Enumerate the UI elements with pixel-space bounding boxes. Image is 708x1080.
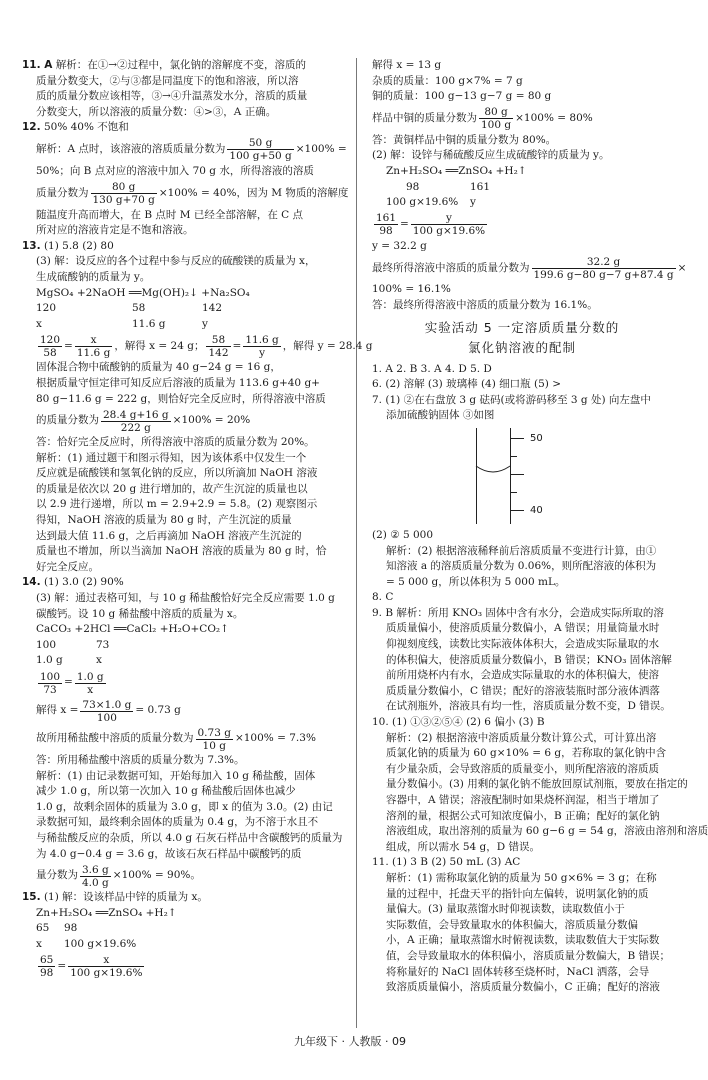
q15-text: 最终所得溶液中溶质的质量分数为: [372, 261, 530, 274]
q14-text: 量分数为: [36, 869, 78, 882]
ratio-value: y: [202, 317, 208, 330]
q15-block: [22, 890, 344, 980]
answer-8: 8. C: [372, 591, 394, 604]
equation-ratio-row: [22, 301, 344, 317]
q13-text: 生成硫酸钠的质量为 y。: [36, 270, 151, 283]
fraction-numerator: 28.4 g+16 g: [103, 408, 169, 421]
fraction-numerator: 80 g: [479, 106, 513, 119]
q14-text: 为 4.0 g−0.4 g = 3.6 g，故该石灰石样品中碳酸钙的质: [36, 847, 302, 860]
q15-text: 答：黄铜样品中铜的质量分数为 80%。: [372, 133, 557, 146]
q11-line-4: 分数变大，所以溶液的质量分数：④>③，A 正确。: [36, 105, 277, 118]
fraction-numerator: x: [68, 954, 144, 967]
fraction: [38, 334, 62, 359]
proportion-row: $\frac{100}{73}$ = $\frac{1.0 g}{x}$: [40, 670, 104, 696]
cylinder-label-40: 40: [530, 504, 543, 516]
ratio-value: 73: [96, 638, 110, 651]
fraction-denominator: 98: [379, 225, 393, 238]
ratio-value: 65: [36, 922, 50, 935]
fraction: [80, 864, 111, 889]
answer-7: 知溶液 a 的溶质质量分数为 0.06%，则所配溶液的体积为: [386, 560, 657, 573]
ratio-value: 100 g×19.6%: [64, 937, 137, 950]
fraction: [91, 181, 157, 206]
chemical-equation: Zn+H₂SO₄ ══ZnSO₄ +H₂↑: [36, 906, 177, 919]
fraction-denominator: 73: [43, 683, 57, 696]
fraction-denominator: 4.0 g: [82, 876, 109, 889]
q12-number: 12.: [22, 121, 41, 134]
left-column: [22, 58, 373, 981]
fraction-denominator: 199.6 g−80 g−7 g+87.4 g: [533, 268, 674, 281]
q11-line-1: 解析：在①→②过程中，氯化钠的溶解度不变，溶质的: [52, 59, 307, 71]
q13-text: ，解得 y = 28.4 g: [282, 339, 373, 352]
q14-text: (3) 解：通过表格可知，与 10 g 稀盐酸恰好完全反应需要 1.0 g: [36, 592, 335, 605]
fraction-denominator: 100: [96, 711, 117, 724]
ratio-value: 100: [36, 638, 57, 651]
answer-11: 致溶质质量偏小，溶质质量分数偏小，C 正确；配好的溶液: [386, 981, 660, 994]
fraction-numerator: 11.6 g: [245, 333, 279, 346]
answer-7: 添加硫酸钠固体 ③如图: [386, 409, 495, 422]
answer-7: (2) ② 5 000: [372, 528, 434, 541]
q15-text: 解得 x = 13 g: [372, 59, 442, 71]
fraction-denominator: 100 g+50 g: [229, 150, 292, 163]
section-title-line-2: 氯化钠溶液的配制: [467, 339, 576, 355]
fraction: [38, 954, 55, 979]
q13-text: 反应就是硫酸镁和氢氧化钠的反应，所以所滴加 NaOH 溶液: [36, 467, 318, 480]
ratio-value: 100 g×19.6%: [386, 196, 459, 209]
fraction: [68, 954, 144, 979]
answers-1-5: 1. A 2. B 3. A 4. D 5. D: [372, 362, 492, 375]
answer-10: 解析：(2) 根据溶液中溶质质量分数计算公式，可计算出溶: [386, 731, 657, 744]
ratio-value: 161: [470, 180, 491, 193]
q15-text: 铜的质量：100 g−13 g−7 g = 80 g: [372, 90, 552, 103]
fraction-numerator: 0.73 g: [197, 726, 231, 739]
q14-text: 减少 1.0 g，所以第一次加入 10 g 稀盐酸后固体也减少: [36, 785, 296, 798]
equation-ratio-row: [22, 921, 344, 937]
answer-9: 质质量偏小，使溶质质量分数偏小，A 错误；用量筒量水时: [386, 622, 660, 635]
q14-text: 录数据可知，最终剩余固体的质量为 0.4 g，为不溶于水且不: [36, 816, 319, 829]
fraction-numerator: 120: [40, 333, 61, 346]
q14-number: 14.: [22, 576, 41, 589]
q14-text: 答：所用稀盐酸中溶质的质量分数为 7.3%。: [36, 754, 245, 766]
q13-text: 好完全反应。: [36, 560, 99, 573]
fraction-numerator: 3.6 g: [82, 863, 109, 876]
q12-text: ×100% = 40%，因为 M 物质的溶解度: [158, 186, 349, 199]
answer-11: 量的过程中，托盘天平的指针向左偏转，说明氯化钠的质: [386, 887, 649, 900]
q14-text: 解析：(1) 由记录数据可知，开始每加入 10 g 稀盐酸，固体: [36, 769, 316, 782]
cylinder-tick: [510, 474, 524, 475]
fraction-numerator: 58: [206, 334, 230, 347]
ratio-value: 120: [36, 302, 57, 315]
fraction-denominator: 11.6 g: [76, 346, 111, 359]
cylinder-tick: [510, 492, 517, 493]
q15-text: 答：最终所得溶液中溶质的质量分数为 16.1%。: [372, 298, 598, 311]
equation-ratio-row: [22, 937, 344, 953]
q13-text: 解析：(1) 通过题干和图示得知，因为该体系中仅发生一个: [36, 451, 307, 464]
fraction-denominator: y: [259, 346, 266, 359]
fraction: [38, 671, 62, 696]
graduated-cylinder-figure: [432, 424, 592, 528]
answer-10: 组成，所以需水 54 g，D 错误。: [386, 840, 541, 853]
q13-text: 质量也不增加，所以当滴加 NaOH 溶液的质量为 80 g 时，恰: [36, 545, 327, 558]
answer-10: 10. (1) ①③②⑤④ (2) 6 偏小 (3) B: [372, 716, 545, 729]
q15-text: ×: [677, 261, 687, 274]
proportion-row: $\frac{65}{98}$ = $\frac{x}{100 g\times 19.6\%}$: [40, 954, 143, 980]
q12-text: 所对应的溶液肯定是不饱和溶液。: [36, 224, 194, 237]
q13-text: 得知，NaOH 溶液的质量为 80 g 时，产生沉淀的质量: [36, 514, 292, 527]
fraction-numerator: 73×1.0 g: [82, 698, 132, 711]
q13-text: 的质量是依次以 20 g 进行增加的，故产生沉淀的质量也以: [36, 482, 308, 495]
q12-text: 解析：A 点时，该溶液的溶质质量分数为: [36, 143, 226, 156]
fraction: [479, 106, 513, 131]
cylinder-label-50: 50: [530, 432, 543, 444]
fraction-denominator: 142: [208, 346, 229, 359]
q13-answer: (1) 5.8 (2) 80: [43, 239, 114, 252]
fraction-denominator: 10 g: [202, 739, 226, 752]
ratio-value: x: [96, 654, 102, 667]
fraction-denominator: 100 g×19.6%: [412, 225, 486, 238]
q14-text: 碳酸钙。设 10 g 稀盐酸中溶质的质量为 x。: [36, 607, 244, 620]
q13-text: 答：恰好完全反应时，所得溶液中溶质的质量分数为 20%。: [36, 436, 315, 449]
q13-text: ，解得 x = 24 g；: [114, 339, 205, 352]
q14-text: 1.0 g，故剩余固体的质量为 3.0 g，即 x 的值为 3.0。(2) 由记: [36, 800, 333, 813]
equation-ratio-row: [372, 180, 672, 196]
fraction: [411, 212, 487, 237]
answer-11: 11. (1) 3 B (2) 50 mL (3) AC: [372, 856, 521, 869]
fraction-denominator: 58: [43, 346, 57, 359]
cylinder-tick: [510, 510, 524, 511]
q13-block: [22, 239, 373, 576]
q15-text: ×100% = 80%: [515, 111, 593, 124]
fraction-numerator: 65: [40, 954, 54, 967]
equation-ratio-row: [372, 195, 672, 211]
q12-block: [22, 120, 349, 238]
equation-ratio-row: [22, 653, 344, 669]
answer-10: 溶液组成，取出溶剂的质量为 60 g−6 g = 54 g，溶液由溶剂和溶质: [386, 825, 708, 838]
q13-text: 根据质量守恒定律可知反应后溶液的质量为 113.6 g+40 g+: [36, 376, 320, 389]
fraction: [101, 409, 171, 434]
equation-ratio-row: [22, 317, 344, 333]
q13-text: 以 2.9 进行递增，所以 m = 2.9+2.9 = 5.8。(2) 观察图示: [36, 498, 318, 511]
q15-text: 杂质的质量：100 g×7% = 7 g: [372, 74, 523, 87]
ratio-value: x: [36, 937, 42, 950]
q14-text: ×100% = 7.3%: [234, 732, 316, 745]
fraction: [227, 137, 293, 162]
answer-6: 6. (2) 溶解 (3) 玻璃棒 (4) 细口瓶 (5) >: [372, 378, 562, 391]
answer-7: 7. (1) ②在右盘放 3 g 砝码(或将游码移至 3 g 处) 向左盘中: [372, 393, 651, 406]
ratio-value: 58: [132, 302, 146, 315]
q12-text: 质量分数为: [36, 186, 89, 199]
q12-answer: 50% 40% 不饱和: [43, 121, 129, 134]
q11-number: 11. A: [22, 59, 53, 71]
q13-text: (3) 解：设反应的各个过程中参与反应的硫酸镁的质量为 x，: [36, 255, 316, 268]
q13-text: 80 g−11.6 g = 222 g，则恰好完全反应时，所得溶液中溶质: [36, 392, 326, 405]
chemical-equation: Zn+H₂SO₄ ══ZnSO₄ +H₂↑: [386, 164, 527, 177]
section-title-line-1: 实验活动 5 一定溶质质量分数的: [424, 319, 620, 335]
answer-11: 值，会导致量取水的体积偏小，溶质质量分数偏大，B 错误；: [386, 949, 671, 962]
q14-answer: (1) 3.0 (2) 90%: [43, 576, 124, 589]
q13-text: 的质量分数为: [36, 414, 99, 427]
fraction: [80, 699, 133, 724]
fraction-denominator: x: [87, 683, 94, 696]
fraction: [206, 334, 230, 359]
ratio-value: 142: [202, 302, 223, 315]
fraction: [374, 212, 398, 237]
answer-11: 量偏大。(3) 量取蒸馏水时仰视读数，读取数值小于: [386, 903, 625, 916]
page-footer: 九年级下 · 人教版 · 09: [294, 1035, 406, 1048]
answer-11: 将称量好的 NaCl 固体转移至烧杯时，NaCl 洒落，会导: [386, 965, 650, 978]
answer-10: 容器中，A 错误；溶液配制时如果烧杯润湿，相当于增加了: [386, 794, 660, 806]
answer-9: 9. B 解析：所用 KNO₃ 固体中含有水分，会造成实际所取的溶: [372, 606, 664, 619]
equation-ratio-row: [22, 638, 344, 654]
q11-line-3: 质的质量分数应该相等，③→④升温蒸发水分，溶质的质量: [36, 90, 308, 103]
right-column: [372, 58, 708, 996]
q12-text: ×100% =: [295, 143, 347, 156]
fraction-numerator: x: [75, 334, 112, 347]
column-divider: [356, 58, 357, 1028]
proportion-row: $\frac{161}{98}$ = $\frac{y}{100 g\times 19.6\%}$: [376, 212, 486, 238]
fraction-numerator: 32.2 g: [532, 256, 676, 269]
ratio-value: 11.6 g: [132, 317, 166, 330]
q14-block: [22, 575, 344, 890]
fraction-numerator: 161: [376, 212, 397, 225]
q15-text: 100% = 16.1%: [372, 283, 451, 296]
fraction-numerator: 100: [40, 670, 61, 683]
fraction: [243, 334, 280, 359]
answer-9: 仰视刻度线，读数比实际液体体积大，会造成实际量取的水: [386, 638, 659, 651]
fraction-denominator: 222 g: [120, 421, 151, 434]
q14-text: 与稀盐酸反应的杂质，所以 4.0 g 石灰石样品中含碳酸钙的质量为: [36, 831, 343, 844]
answer-9: 的体积偏大，使溶质质量分数偏小，B 错误；KNO₃ 固体溶解: [386, 653, 672, 666]
ratio-value: x: [36, 317, 42, 330]
answer-7: = 5 000 g，所以体积为 5 000 mL。: [386, 575, 566, 588]
answer-10: 量分数偏小。(3) 用剩的氯化钠不能放回原试剂瓶，要放在指定的: [386, 778, 688, 791]
q12-text: 50%；向 B 点对应的溶液中加入 70 g 水，所得溶液的溶质: [36, 164, 314, 177]
fraction-numerator: 50 g: [227, 137, 293, 150]
q14-text: = 0.73 g: [135, 704, 181, 717]
answer-10: 溶剂的量，根据公式可知浓度偏小，B 正确；配好的氯化钠: [386, 809, 660, 822]
cylinder-tick: [510, 438, 524, 439]
answer-9: 质质量分数偏小，C 错误；配好的溶液装瓶时部分液体洒落: [386, 684, 660, 697]
q14-text: ×100% = 90%。: [112, 869, 201, 882]
q13-text: 固体混合物中硫酸钠的质量为 40 g−24 g = 16 g，: [36, 361, 281, 374]
q14-text: 故所用稀盐酸中溶质的质量分数为: [36, 732, 194, 745]
fraction-denominator: 100 g×19.6%: [70, 967, 143, 980]
chemical-equation: MgSO₄ +2NaOH ══Mg(OH)₂↓ +Na₂SO₄: [36, 286, 250, 299]
q15-text: y = 32.2 g: [372, 239, 427, 252]
fraction-denominator: 130 g+70 g: [92, 194, 155, 207]
ratio-value: 1.0 g: [36, 654, 63, 667]
fraction-numerator: y: [411, 212, 487, 225]
q12-text: 随温度升高而增大，在 B 点时 M 已经全部溶解，在 C 点: [36, 208, 304, 221]
answer-7: 解析：(2) 根据溶液稀释前后溶质质量不变进行计算，由①: [386, 544, 657, 557]
q13-text: 达到最大值 11.6 g，之后再滴加 NaOH 溶液产生沉淀的: [36, 529, 302, 542]
fraction: [75, 671, 106, 696]
ratio-value: 98: [64, 922, 78, 935]
q13-text: ×100% = 20%: [172, 414, 251, 427]
fraction: [75, 334, 112, 359]
q15-text: (2) 解：设锌与稀硫酸反应生成硫酸锌的质量为 y。: [372, 149, 610, 162]
q11-line-2: 质量分数变大，②与③都是同温度下的饱和溶液，所以溶: [36, 74, 299, 87]
fraction-denominator: 98: [40, 967, 54, 980]
answer-10: 质氯化钠的质量为 60 g×10% = 6 g，若称取的氯化钠中含: [386, 747, 667, 760]
answer-9: 在试剂瓶外，溶液具有均一性，溶质质量分数不变，D 错误。: [386, 700, 671, 713]
fraction-numerator: 80 g: [91, 181, 157, 194]
liquid-meniscus: [476, 464, 510, 480]
cylinder-tick: [510, 456, 517, 457]
answer-11: 实际数值，会导致量取水的体积偏大，溶质质量分数偏: [386, 918, 638, 931]
q11-block: [22, 58, 344, 120]
answer-9: 前所用烧杯内有水，会造成实际量取的水的体积偏大，使溶: [386, 669, 659, 682]
fraction: [196, 727, 233, 752]
q15-text: 样品中铜的质量分数为: [372, 111, 477, 124]
q15-number: 15.: [22, 891, 41, 904]
answer-11: 小，A 正确；量取蒸馏水时俯视读数，读取数值大于实际数: [386, 934, 660, 947]
fraction: [532, 256, 676, 281]
proportion-row: $\frac{120}{58}$ = $\frac{x}{11.6 g}$ ，解得 x = 24 g； $\frac{58}{142}$ = $\frac{11.6 g}{y}$ ，解得 y = 28.4 g: [40, 333, 373, 359]
chemical-equation: CaCO₃ +2HCl ══CaCl₂ +H₂O+CO₂↑: [36, 623, 229, 636]
ratio-value: 98: [406, 180, 420, 193]
q13-number: 13.: [22, 239, 41, 252]
fraction-denominator: 100 g: [481, 119, 512, 132]
fraction-numerator: 1.0 g: [76, 670, 104, 683]
answer-11: 解析：(1) 需称取氯化钠的质量为 50 g×6% = 3 g；在称: [386, 871, 657, 884]
ratio-value: y: [470, 196, 476, 209]
answer-10: 有少量杂质，会导致溶质的质量变小，则所配溶液的溶质质: [386, 762, 659, 775]
q15-answer: (1) 解：设该样品中锌的质量为 x。: [43, 891, 208, 904]
q14-text: 解得 x =: [36, 704, 79, 717]
